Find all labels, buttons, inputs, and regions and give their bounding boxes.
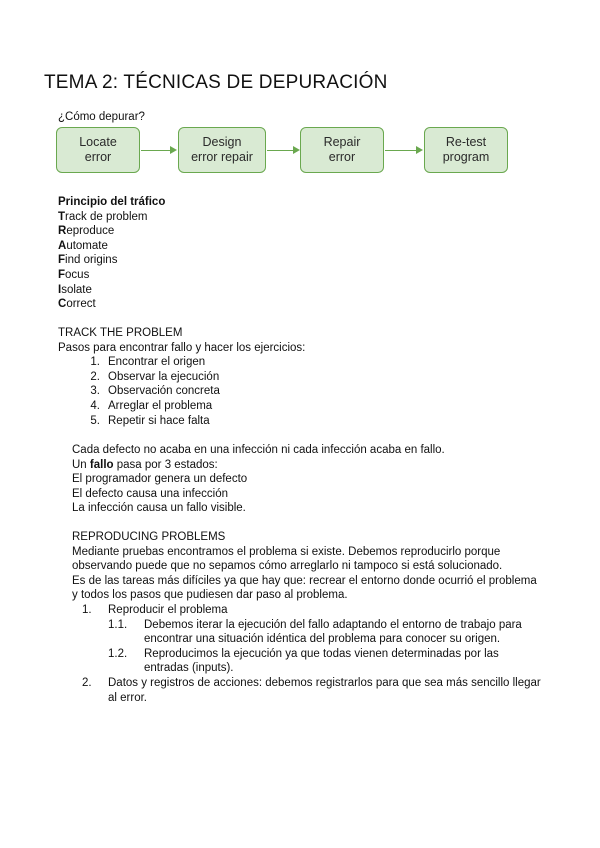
flow-box-locate-error: Locate error bbox=[56, 127, 140, 173]
paragraph: Mediante pruebas encontramos el problema si existe. Debemos reproducirlo porque bbox=[72, 545, 501, 558]
traffic-item: Focus bbox=[58, 269, 90, 281]
sub-list-item-cont: entradas (inputs). bbox=[144, 662, 234, 675]
traffic-item: Isolate bbox=[58, 283, 92, 296]
paragraph: Es de las tareas más difíciles ya que hay que: recrear el entorno donde ocurrió el problema bbox=[72, 574, 537, 587]
traffic-item: Find origins bbox=[58, 254, 118, 267]
list-item: 1. Reproducir el problema bbox=[82, 604, 228, 616]
paragraph: observando puede que no sepamos cómo arreglarlo ni tampoco si está solucionado. bbox=[72, 560, 503, 573]
list-item: 1. Encontrar el origen bbox=[90, 356, 206, 369]
list-item: 2. Observar la ejecución bbox=[90, 370, 220, 383]
flow-box-repair-error: Repair error bbox=[300, 127, 384, 173]
paragraph: y todos los pasos que pudiesen dar paso al problema. bbox=[72, 589, 348, 602]
sub-list-item: 1.1. Debemos iterar la ejecución del fallo adaptando el entorno de trabajo para bbox=[108, 618, 522, 631]
paragraph: Un fallo pasa por 3 estados: bbox=[72, 458, 218, 471]
track-heading: TRACK THE PROBLEM bbox=[58, 327, 183, 339]
traffic-item: Automate bbox=[58, 239, 108, 252]
flow-arrow bbox=[141, 150, 171, 151]
page-title: TEMA 2: TÉCNICAS DE DEPURACIÓN bbox=[44, 72, 388, 93]
paragraph: El programador genera un defecto bbox=[72, 473, 248, 486]
track-intro: Pasos para encontrar fallo y hacer los ejercicios: bbox=[58, 341, 306, 354]
list-item: 5. Repetir si hace falta bbox=[90, 414, 210, 427]
paragraph: El defecto causa una infección bbox=[72, 487, 228, 500]
flow-arrowhead bbox=[416, 146, 423, 154]
flow-arrowhead bbox=[170, 146, 177, 154]
traffic-heading: Principio del tráfico bbox=[58, 196, 166, 208]
paragraph: Cada defecto no acaba en una infección ni cada infección acaba en fallo. bbox=[72, 444, 445, 456]
flow-box-retest-program: Re-test program bbox=[424, 127, 508, 173]
list-item-cont: al error. bbox=[108, 691, 147, 704]
sub-list-item-cont: encontrar una situación idéntica del problema para conocer su origen. bbox=[144, 633, 501, 646]
how-to-debug-label: ¿Cómo depurar? bbox=[58, 111, 145, 123]
list-item: 2. Datos y registros de acciones: debemos registrarlos para que sea más sencillo llegar bbox=[82, 677, 541, 689]
traffic-item: Correct bbox=[58, 298, 96, 311]
flow-arrow bbox=[267, 150, 294, 151]
flow-arrowhead bbox=[293, 146, 300, 154]
list-item: 3. Observación concreta bbox=[90, 385, 220, 398]
traffic-item: Track de problem bbox=[58, 210, 148, 223]
traffic-item: Reproduce bbox=[58, 225, 115, 238]
repro-heading: REPRODUCING PROBLEMS bbox=[72, 531, 226, 543]
flow-box-design-repair: Design error repair bbox=[178, 127, 266, 173]
paragraph: La infección causa un fallo visible. bbox=[72, 502, 246, 515]
sub-list-item: 1.2. Reproducimos la ejecución ya que todas vienen determinadas por las bbox=[108, 647, 499, 660]
flow-arrow bbox=[385, 150, 417, 151]
list-item: 4. Arreglar el problema bbox=[90, 400, 213, 412]
